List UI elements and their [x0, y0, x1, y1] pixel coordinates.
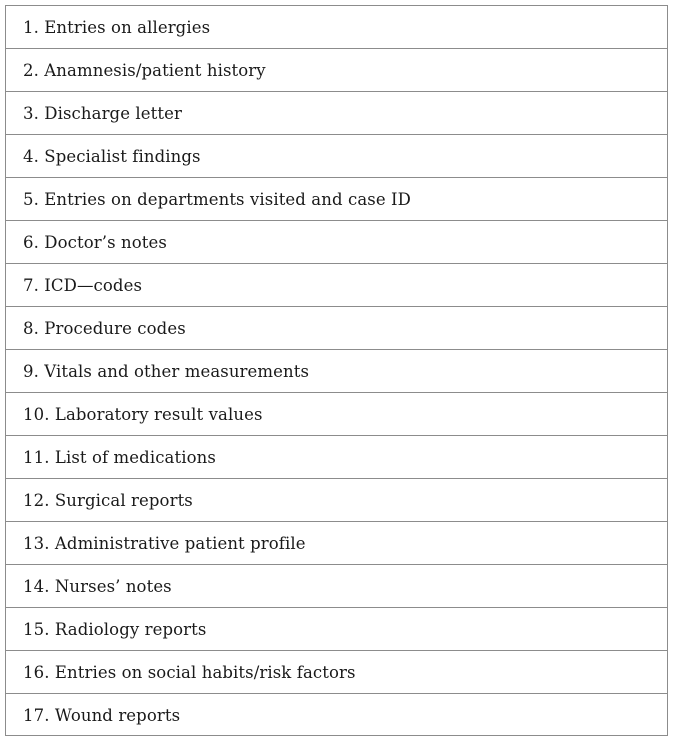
- table-row: 12. Surgical reports: [6, 479, 667, 522]
- table-row: 15. Radiology reports: [6, 608, 667, 651]
- table-row: 13. Administrative patient profile: [6, 522, 667, 565]
- table-row: 7. ICD—codes: [6, 264, 667, 307]
- table-row: 10. Laboratory result values: [6, 393, 667, 436]
- table-row: 2. Anamnesis/patient history: [6, 49, 667, 92]
- table-row: 14. Nurses’ notes: [6, 565, 667, 608]
- table-row: 5. Entries on departments visited and case ID: [6, 178, 667, 221]
- table-row: 4. Specialist findings: [6, 135, 667, 178]
- table-row: 16. Entries on social habits/risk factors: [6, 651, 667, 694]
- table-row: 9. Vitals and other measurements: [6, 350, 667, 393]
- data-categories-table: [5, 5, 668, 736]
- table-row: 17. Wound reports: [23, 705, 181, 725]
- table-row: 11. List of medications: [6, 436, 667, 479]
- table-row: 6. Doctor’s notes: [6, 221, 667, 264]
- table-row: 8. Procedure codes: [6, 307, 667, 350]
- table-row: 1. Entries on allergies: [6, 6, 667, 49]
- table-row: 3. Discharge letter: [6, 92, 667, 135]
